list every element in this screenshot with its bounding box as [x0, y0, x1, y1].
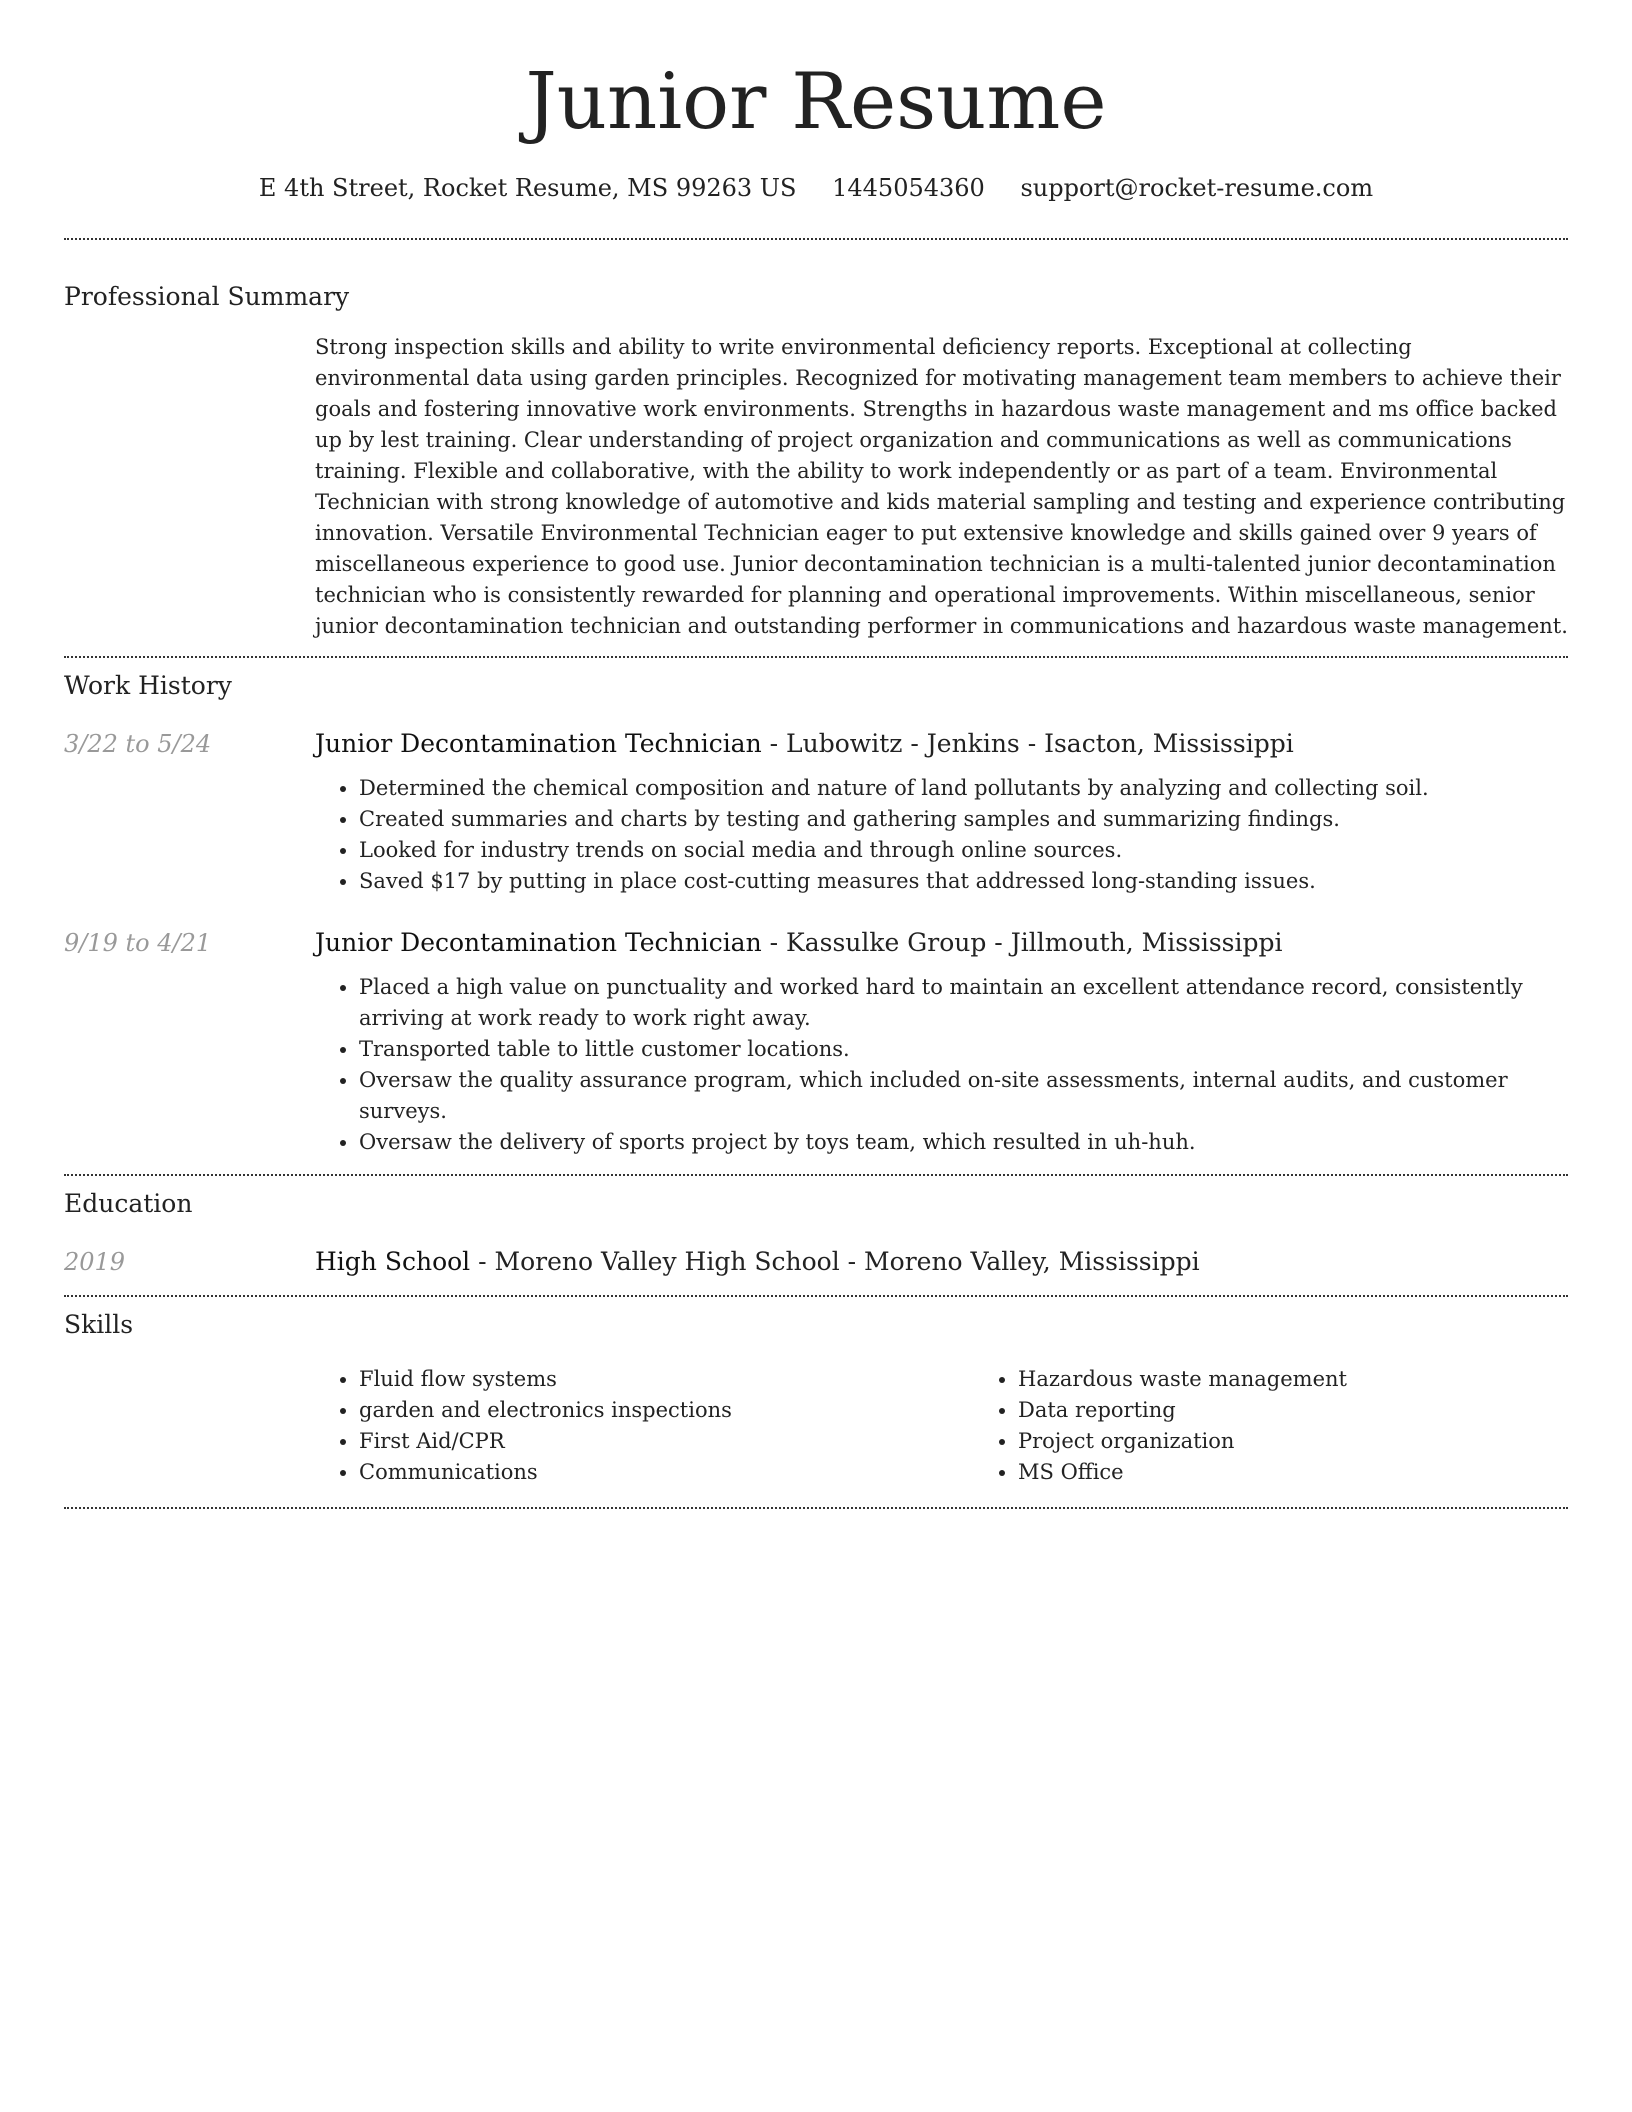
- contact-phone: 1445054360: [832, 174, 985, 202]
- education-section: [64, 1188, 1568, 1278]
- education-heading-line: [315, 1246, 1568, 1278]
- job-entry: [64, 728, 1568, 897]
- contact-line: [64, 172, 1568, 204]
- list-item: • MS Office: [1018, 1457, 1632, 1488]
- list-item: • Transported table to little customer locations.: [359, 1034, 1568, 1065]
- education-degree: High School: [315, 1247, 471, 1276]
- skills-heading: Skills: [64, 1310, 134, 1339]
- job-dates: 3/22 to 5/24: [64, 730, 212, 758]
- job-bullets: [315, 972, 1568, 1158]
- work-history-heading: Work History: [64, 671, 232, 700]
- skills-divider: [64, 1507, 1568, 1509]
- list-item: • Oversaw the delivery of sports project by toys team, which resulted in uh-huh.: [359, 1127, 1568, 1158]
- list-item: • Hazardous waste management: [1018, 1364, 1632, 1395]
- job-dates: 9/19 to 4/21: [64, 929, 212, 957]
- list-item: • First Aid/CPR: [359, 1426, 974, 1457]
- list-item: • Fluid flow systems: [359, 1364, 974, 1395]
- education-divider: [64, 1295, 1568, 1297]
- skills-list-right: [974, 1364, 1632, 1488]
- job-entry: [64, 927, 1568, 1158]
- list-item: • Oversaw the quality assurance program, which included on-site assessments, internal audits, and customer surveys.: [359, 1065, 1568, 1127]
- education-heading: Education: [64, 1189, 193, 1218]
- education-year: 2019: [64, 1248, 126, 1276]
- list-item: • Project organization: [1018, 1426, 1632, 1457]
- job-heading: [315, 927, 1568, 959]
- list-item: • Placed a high value on punctuality and worked hard to maintain an excellent attendance record, consistently arriving at work ready to work right away.: [359, 972, 1568, 1034]
- work-divider: [64, 1174, 1568, 1176]
- resume-page: [64, 0, 1568, 1509]
- skills-section: [64, 1309, 1568, 1488]
- job-role: Junior Decontamination Technician: [315, 928, 762, 957]
- job-role: Junior Decontamination Technician: [315, 729, 762, 758]
- header-divider: [64, 238, 1568, 240]
- skills-list-left: [315, 1364, 974, 1488]
- list-item: • Determined the chemical composition and nature of land pollutants by analyzing and collecting soil.: [359, 773, 1568, 804]
- contact-address: E 4th Street, Rocket Resume, MS 99263 US: [258, 174, 797, 202]
- list-item: • Saved $17 by putting in place cost-cutting measures that addressed long-standing issues.: [359, 866, 1568, 897]
- list-item: • Communications: [359, 1457, 974, 1488]
- summary-divider: [64, 656, 1568, 658]
- list-item: • garden and electronics inspections: [359, 1395, 974, 1426]
- summary-heading: Professional Summary: [64, 282, 350, 311]
- resume-name: Junior Resume: [525, 57, 1107, 147]
- job-bullets: [315, 773, 1568, 897]
- education-school-location: - Moreno Valley High School - Moreno Valley, Mississippi: [470, 1247, 1200, 1276]
- list-item: • Looked for industry trends on social media and through online sources.: [359, 835, 1568, 866]
- summary-section: [64, 281, 1568, 642]
- contact-email: support@rocket-resume.com: [1020, 174, 1374, 202]
- education-entry: [64, 1246, 1568, 1278]
- job-employer-location: - Lubowitz - Jenkins - Isacton, Mississippi: [761, 729, 1294, 758]
- work-history-section: [64, 670, 1568, 1158]
- job-heading: [315, 728, 1568, 760]
- summary-text: Strong inspection skills and ability to write environmental deficiency reports. Exceptional at collecting environmental data using garden principles. Recognized for motivating management team members to achieve their goals and fostering innovative work environments. Strengths in hazardous waste management and ms office backed up by lest training. Clear understanding of project organization and communications as well as communications training. Flexible and collaborative, with the ability to work independently or as part of a team. Environmental Technician with strong knowledge of automotive and kids material sampling and testing and experience contributing innovation. Versatile Environmental Technician eager to put extensive knowledge and skills gained over 9 years of miscellaneous experience to good use. Junior decontamination technician is a multi-talented junior decontamination technician who is consistently rewarded for planning and operational improvements. Within miscellaneous, senior junior decontamination technician and outstanding performer in communications and hazardous waste management.: [315, 335, 1568, 638]
- job-employer-location: - Kassulke Group - Jillmouth, Mississippi: [761, 928, 1283, 957]
- list-item: • Data reporting: [1018, 1395, 1632, 1426]
- list-item: • Created summaries and charts by testing and gathering samples and summarizing findings.: [359, 804, 1568, 835]
